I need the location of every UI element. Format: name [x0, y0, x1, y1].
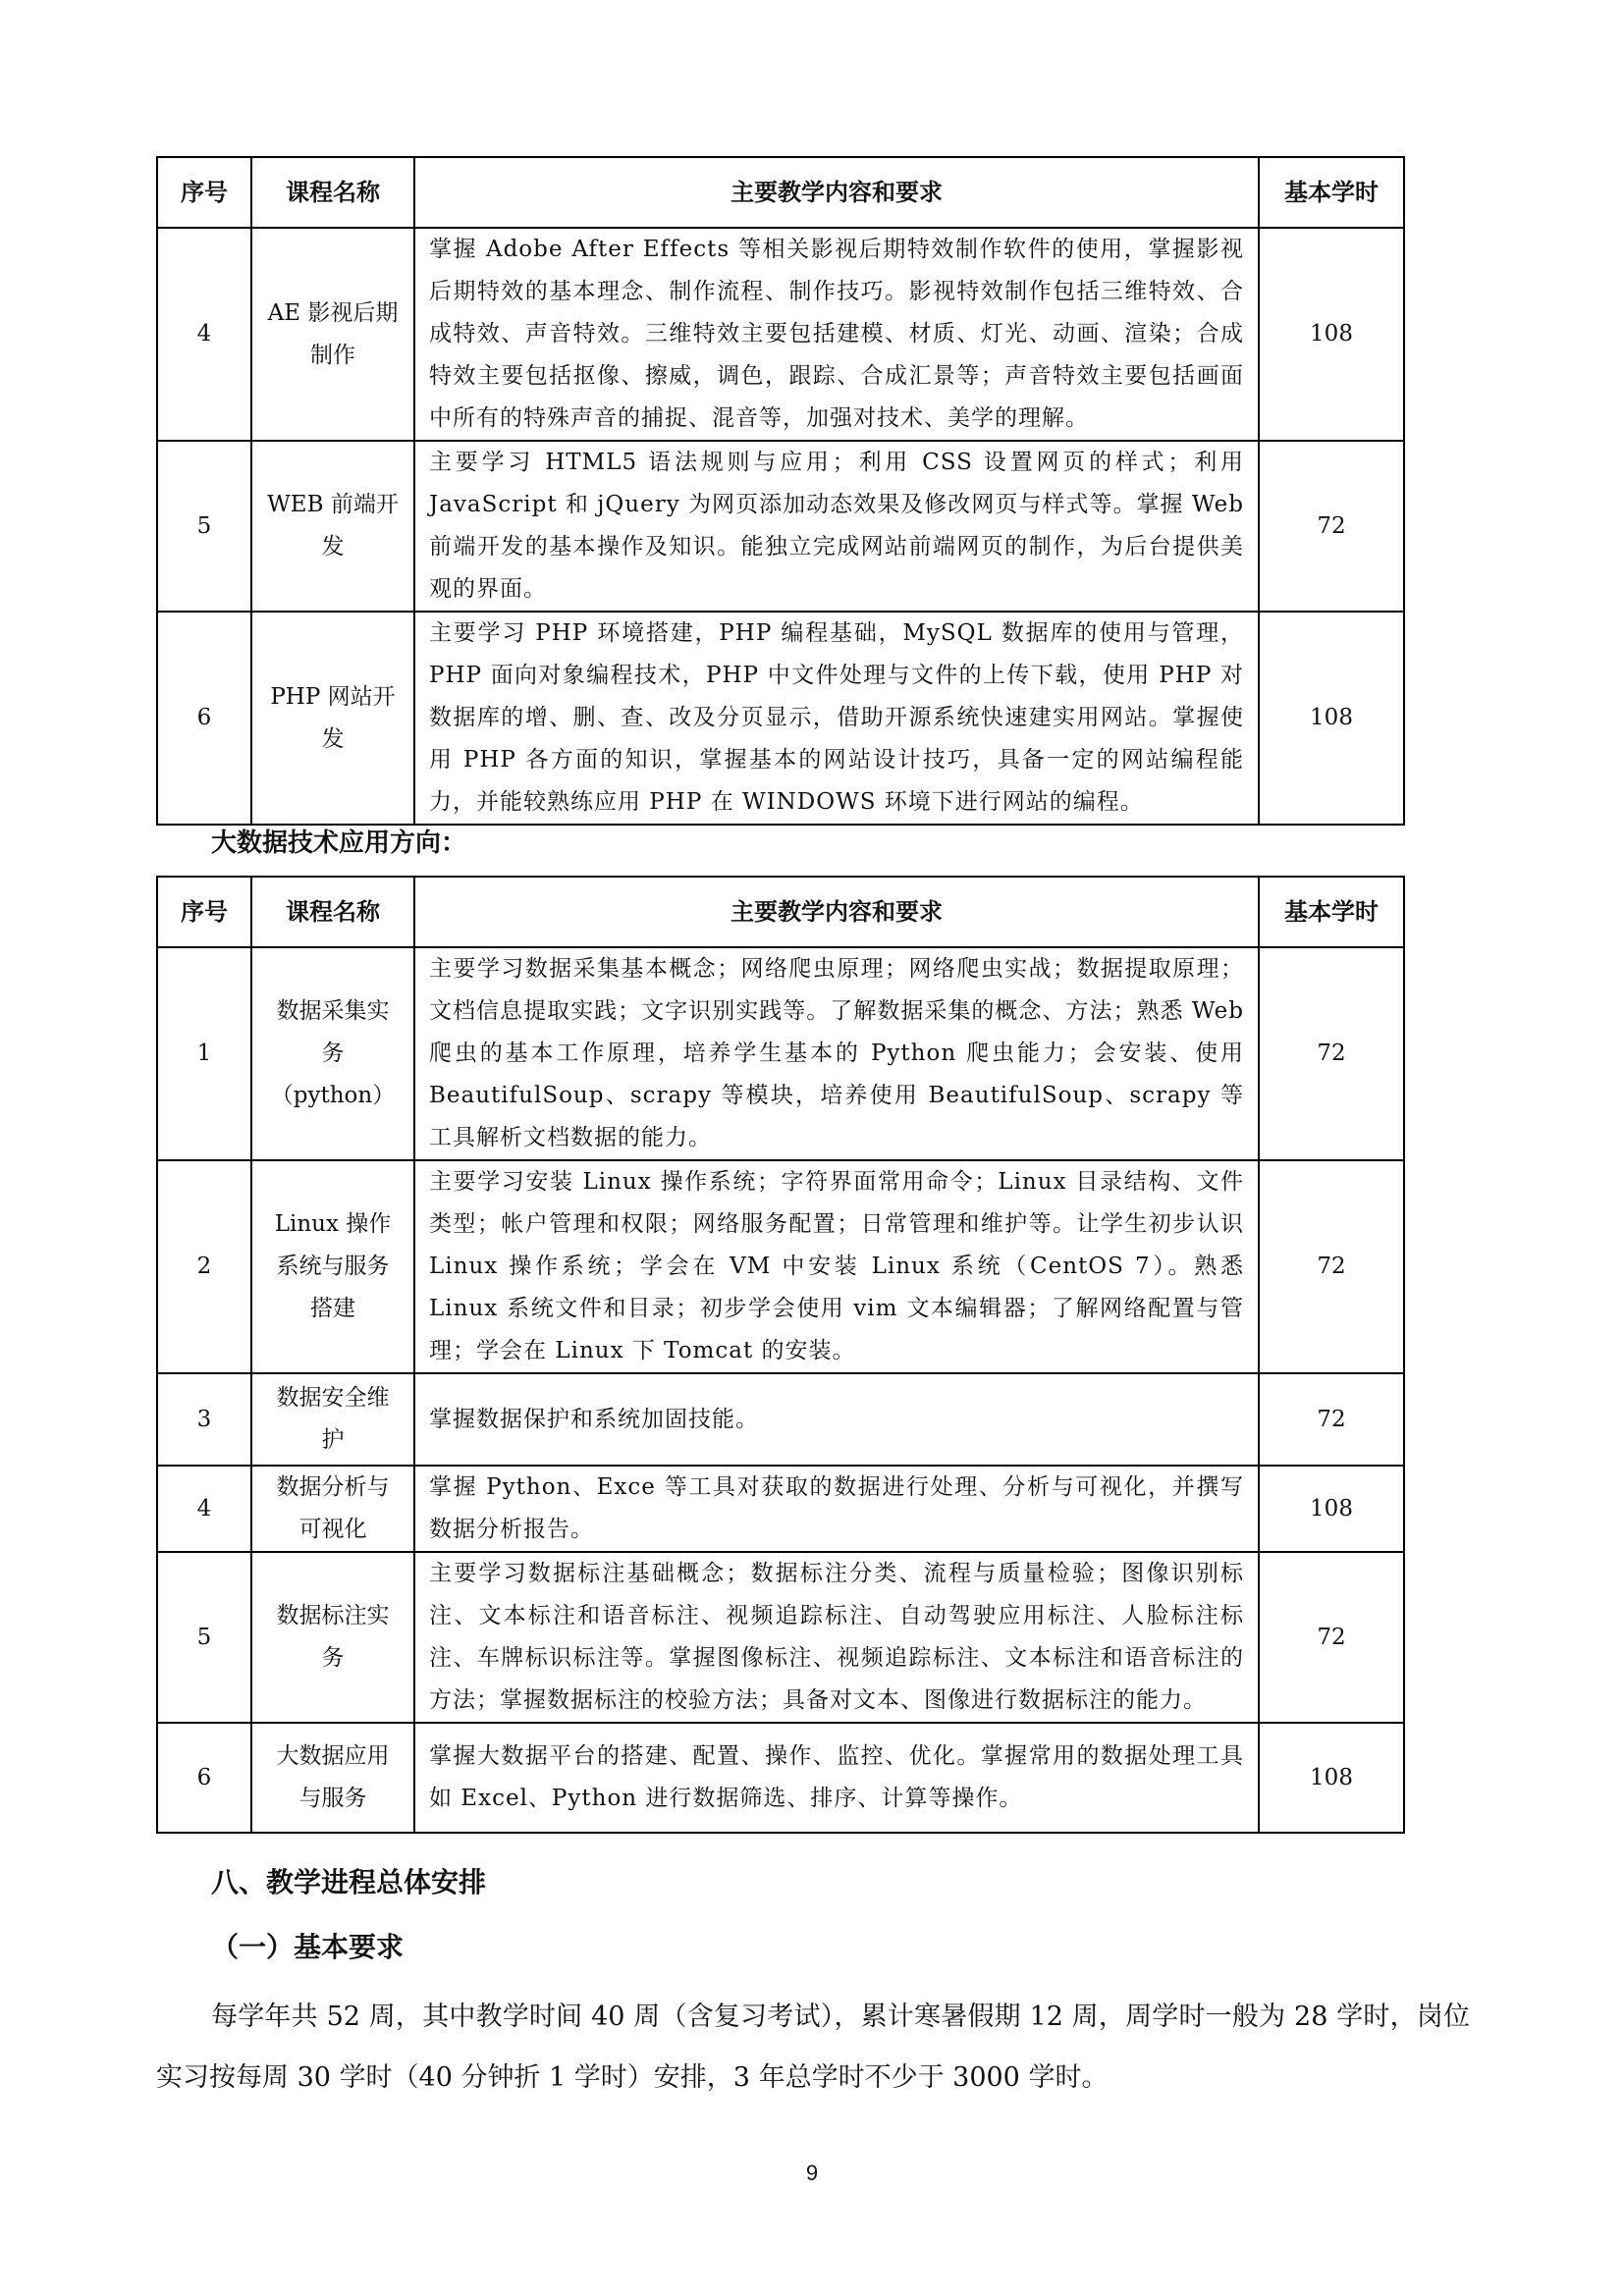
- course-name: 数据采集实务（python）: [251, 947, 414, 1160]
- row-number: 4: [157, 1466, 251, 1552]
- course-table-big-data: [156, 876, 1405, 1834]
- row-number: 5: [157, 1552, 251, 1723]
- row-number: 6: [157, 612, 251, 825]
- header-content: 主要教学内容和要求: [414, 877, 1259, 947]
- subsection-heading: （一）基本要求: [211, 1931, 405, 1963]
- course-description: 掌握数据保护和系统加固技能。: [414, 1373, 1259, 1466]
- table-row: [157, 1466, 1404, 1552]
- course-description: 主要学习安装 Linux 操作系统；字符界面常用命令；Linux 目录结构、文件类型；帐户管理和权限；网络服务配置；日常管理和维护等。让学生初步认识 Linux 操作系统；学会在 VM 中安装 Linux 系统（CentOS 7）。熟悉 Linux 系统文件和目录；初步学会使用 vim 文本编辑器；了解网络配置与管理；学会在 Linux 下 Tomcat 的安装。: [414, 1160, 1259, 1373]
- row-number: 5: [157, 441, 251, 612]
- course-description: 主要学习 PHP 环境搭建，PHP 编程基础，MySQL 数据库的使用与管理，PHP 面向对象编程技术，PHP 中文件处理与文件的上传下载，使用 PHP 对数据库的增、删、查、改及分页显示，借助开源系统快速建实用网站。掌握使用 PHP 各方面的知识，掌握基本的网站设计技巧，具备一定的网站编程能力，并能较熟练应用 PHP 在 WINDOWS 环境下进行网站的编程。: [414, 612, 1259, 825]
- course-hours: 72: [1259, 441, 1404, 612]
- course-name: WEB 前端开发: [251, 441, 414, 612]
- course-description: 掌握 Adobe After Effects 等相关影视后期特效制作软件的使用，掌握影视后期特效的基本理念、制作流程、制作技巧。影视特效制作包括三维特效、合成特效、声音特效。三维特效主要包括建模、材质、灯光、动画、渲染；合成特效主要包括抠像、擦威，调色，跟踪、合成汇景等；声音特效主要包括画面中所有的特殊声音的捕捉、混音等，加强对技术、美学的理解。: [414, 228, 1259, 441]
- header-course-name: 课程名称: [251, 877, 414, 947]
- course-name: 数据标注实务: [251, 1552, 414, 1723]
- row-number: 4: [157, 228, 251, 441]
- course-description: 掌握大数据平台的搭建、配置、操作、监控、优化。掌握常用的数据处理工具如 Excel、Python 进行数据筛选、排序、计算等操作。: [414, 1723, 1259, 1833]
- table-row: [157, 947, 1404, 1160]
- course-hours: 108: [1259, 228, 1404, 441]
- header-hours: 基本学时: [1259, 157, 1404, 228]
- course-description: 主要学习数据标注基础概念；数据标注分类、流程与质量检验；图像识别标注、文本标注和语音标注、视频追踪标注、自动驾驶应用标注、人脸标注标注、车牌标识标注等。掌握图像标注、视频追踪标注、文本标注和语音标注的方法；掌握数据标注的校验方法；具备对文本、图像进行数据标注的能力。: [414, 1552, 1259, 1723]
- course-hours: 72: [1259, 947, 1404, 1160]
- course-hours: 72: [1259, 1373, 1404, 1466]
- table-row: [157, 441, 1404, 612]
- course-description: 主要学习数据采集基本概念；网络爬虫原理；网络爬虫实战；数据提取原理；文档信息提取实践；文字识别实践等。了解数据采集的概念、方法；熟悉 Web 爬虫的基本工作原理，培养学生基本的 Python 爬虫能力；会安装、使用 BeautifulSoup、scrapy 等模块，培养使用 BeautifulSoup、scrapy 等工具解析文档数据的能力。: [414, 947, 1259, 1160]
- course-description: 主要学习 HTML5 语法规则与应用；利用 CSS 设置网页的样式；利用 JavaScript 和 jQuery 为网页添加动态效果及修改网页与样式等。掌握 Web 前端开发的基本操作及知识。能独立完成网站前端网页的制作，为后台提供美观的界面。: [414, 441, 1259, 612]
- header-number: 序号: [157, 157, 251, 228]
- page-number: 9: [805, 2161, 819, 2185]
- section-heading: 八、教学进程总体安排: [211, 1866, 487, 1898]
- course-name: 数据分析与可视化: [251, 1466, 414, 1552]
- header-hours: 基本学时: [1259, 877, 1404, 947]
- header-number: 序号: [157, 877, 251, 947]
- header-content: 主要教学内容和要求: [414, 157, 1259, 228]
- row-number: 1: [157, 947, 251, 1160]
- table-row: [157, 612, 1404, 825]
- course-hours: 108: [1259, 612, 1404, 825]
- course-description: 掌握 Python、Exce 等工具对获取的数据进行处理、分析与可视化，并撰写数据分析报告。: [414, 1466, 1259, 1552]
- table-row: [157, 1552, 1404, 1723]
- body-paragraph: 每学年共 52 周，其中教学时间 40 周（含复习考试），累计寒暑假期 12 周，周学时一般为 28 学时，岗位实习按每周 30 学时（40 分钟折 1 学时）安排，3 年总学时不少于 3000 学时。: [156, 2002, 1470, 2093]
- header-course-name: 课程名称: [251, 157, 414, 228]
- course-name: PHP 网站开发: [251, 612, 414, 825]
- course-name: 数据安全维护: [251, 1373, 414, 1466]
- table-row: [157, 1373, 1404, 1466]
- table-row: [157, 1160, 1404, 1373]
- course-name: Linux 操作系统与服务搭建: [251, 1160, 414, 1373]
- table-header-row: [157, 877, 1404, 947]
- table-row: [157, 1723, 1404, 1833]
- course-hours: 72: [1259, 1160, 1404, 1373]
- row-number: 2: [157, 1160, 251, 1373]
- course-name: 大数据应用与服务: [251, 1723, 414, 1833]
- course-hours: 108: [1259, 1466, 1404, 1552]
- row-number: 3: [157, 1373, 251, 1466]
- course-hours: 72: [1259, 1552, 1404, 1723]
- big-data-direction-title: 大数据技术应用方向：: [211, 828, 467, 858]
- table-row: [157, 228, 1404, 441]
- course-name: AE 影视后期制作: [251, 228, 414, 441]
- row-number: 6: [157, 1723, 251, 1833]
- course-table-web: [156, 156, 1405, 826]
- course-hours: 108: [1259, 1723, 1404, 1833]
- table-header-row: [157, 157, 1404, 228]
